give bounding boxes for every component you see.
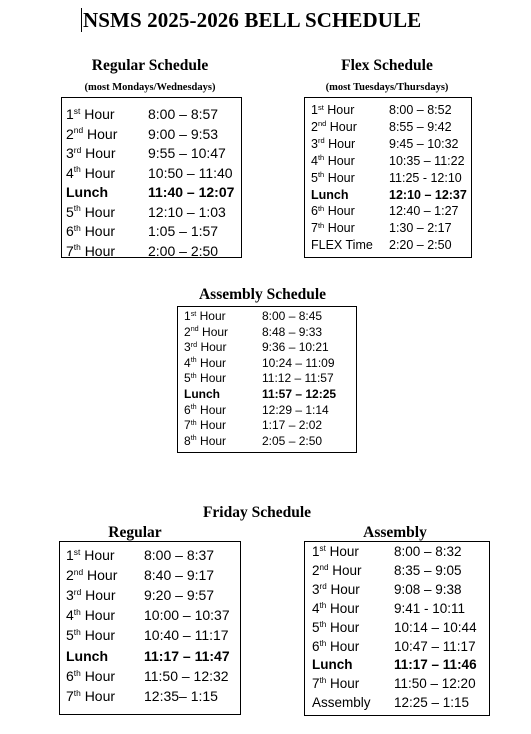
period-number: 3 xyxy=(184,340,191,355)
period-time: 10:14 – 10:44 xyxy=(394,619,477,635)
ordinal-suffix: th xyxy=(73,627,81,638)
period-label: Lunch xyxy=(66,647,108,664)
period-word: Hour xyxy=(84,223,116,239)
period-word: Hour xyxy=(202,324,229,339)
period-label xyxy=(311,171,355,185)
period-label xyxy=(66,688,115,704)
ordinal-suffix: th xyxy=(317,170,325,180)
ordinal-suffix: th xyxy=(73,607,81,618)
period-label xyxy=(312,582,360,597)
period-number: 2 xyxy=(66,125,74,142)
period-word: Hour xyxy=(327,221,355,236)
period-time: 11:25 - 12:10 xyxy=(389,170,462,185)
period-number: 7 xyxy=(312,676,320,692)
period-label xyxy=(66,627,115,643)
ordinal-suffix: th xyxy=(190,402,197,412)
period-word: Hour xyxy=(330,638,360,654)
period-label xyxy=(312,563,362,578)
period-time: 12:10 – 1:03 xyxy=(148,203,226,220)
period-number: 4 xyxy=(184,355,191,370)
period-label xyxy=(312,639,359,654)
period-time: 12:35– 1:15 xyxy=(144,687,218,704)
ordinal-suffix: th xyxy=(317,153,325,163)
period-label xyxy=(66,567,117,583)
period-number: 8 xyxy=(184,433,191,448)
period-time: 8:00 – 8:32 xyxy=(394,544,462,559)
period-time: 8:35 – 9:05 xyxy=(394,562,462,578)
period-number: 5 xyxy=(312,619,320,635)
period-label: Lunch xyxy=(312,657,353,673)
period-time: 9:45 – 10:32 xyxy=(389,136,459,151)
ordinal-suffix: th xyxy=(73,164,81,175)
period-number: 7 xyxy=(311,221,318,236)
flex-schedule-heading: Flex Schedule xyxy=(341,57,433,74)
friday-regular-heading: Regular xyxy=(108,524,162,541)
period-number: 1 xyxy=(66,547,74,563)
period-number: 6 xyxy=(66,667,74,684)
ordinal-suffix: st xyxy=(317,102,324,112)
period-word: Hour xyxy=(84,164,116,181)
period-time: 12:29 – 1:14 xyxy=(262,402,329,417)
period-word: Hour xyxy=(330,581,360,597)
period-time: 9:36 – 10:21 xyxy=(262,340,329,355)
ordinal-suffix: th xyxy=(73,687,81,698)
friday-regular-table xyxy=(59,541,241,715)
period-label xyxy=(66,145,116,161)
period-label: Lunch xyxy=(311,187,349,202)
period-label xyxy=(66,223,115,239)
ordinal-suffix: th xyxy=(319,600,327,610)
period-label xyxy=(312,676,359,691)
period-label xyxy=(311,221,355,235)
period-label xyxy=(66,165,115,181)
period-word: Hour xyxy=(85,145,116,161)
period-time: 8:00 – 8:37 xyxy=(144,547,215,563)
period-time: 9:00 – 9:53 xyxy=(148,125,219,142)
period-time: 11:17 – 11:47 xyxy=(144,647,230,664)
period-time: 12:10 – 12:37 xyxy=(389,187,467,202)
period-number: 5 xyxy=(66,203,74,220)
period-number: 7 xyxy=(66,242,74,259)
period-word: Hour xyxy=(199,309,226,323)
period-label xyxy=(184,356,226,370)
period-label xyxy=(66,106,115,122)
period-time: 11:50 – 12:20 xyxy=(394,676,476,692)
ordinal-suffix: st xyxy=(73,546,81,557)
period-number: 1 xyxy=(312,544,320,559)
ordinal-suffix: th xyxy=(319,676,327,686)
period-label xyxy=(66,126,117,142)
period-word: Hour xyxy=(84,203,116,220)
period-word: Hour xyxy=(84,667,116,684)
ordinal-suffix: st xyxy=(319,544,326,554)
ordinal-suffix: th xyxy=(73,667,81,678)
ordinal-suffix: st xyxy=(73,105,81,116)
assembly-schedule-table xyxy=(177,306,357,453)
period-time: 1:17 – 2:02 xyxy=(262,418,323,433)
flex-schedule-table xyxy=(304,97,472,258)
period-number: 2 xyxy=(311,119,318,134)
ordinal-suffix: nd xyxy=(190,324,199,334)
period-time: 2:00 – 2:50 xyxy=(148,242,219,259)
period-label xyxy=(184,434,226,448)
period-number: 1 xyxy=(66,106,74,122)
friday-schedule-heading: Friday Schedule xyxy=(202,504,312,521)
period-time: 11:57 – 12:25 xyxy=(262,387,337,401)
period-time: 2:05 – 2:50 xyxy=(262,433,323,448)
period-word: Hour xyxy=(200,402,227,417)
period-time: 12:25 – 1:15 xyxy=(394,695,470,711)
period-number: 6 xyxy=(66,223,74,239)
ordinal-suffix: rd xyxy=(317,136,325,146)
ordinal-suffix: th xyxy=(190,355,197,365)
period-number: 2 xyxy=(184,324,191,339)
period-time: 8:00 – 8:52 xyxy=(389,103,452,117)
flex-schedule-subheading: (most Tuesdays/Thursdays) xyxy=(325,82,449,93)
period-word: Hour xyxy=(87,567,118,584)
period-word: Hour xyxy=(84,547,115,563)
ordinal-suffix: th xyxy=(190,371,197,381)
ordinal-suffix: nd xyxy=(73,125,84,136)
period-word: Hour xyxy=(332,562,362,578)
period-number: 4 xyxy=(312,600,320,616)
period-label: FLEX Time xyxy=(311,238,373,253)
period-number: 1 xyxy=(184,309,191,323)
ordinal-suffix: th xyxy=(190,433,197,443)
period-word: Hour xyxy=(85,587,116,604)
period-time: 1:30 – 2:17 xyxy=(389,221,452,236)
ordinal-suffix: th xyxy=(319,638,327,648)
period-number: 6 xyxy=(311,204,318,219)
regular-schedule-subheading: (most Mondays/Wednesdays) xyxy=(84,82,216,93)
period-word: Hour xyxy=(200,418,227,433)
period-time: 11:17 – 11:46 xyxy=(394,657,477,673)
period-time: 9:08 – 9:38 xyxy=(394,581,462,597)
period-number: 5 xyxy=(311,170,318,185)
ordinal-suffix: rd xyxy=(73,587,82,598)
period-word: Hour xyxy=(84,627,116,644)
period-number: 3 xyxy=(312,581,320,597)
period-word: Hour xyxy=(327,170,355,185)
period-number: 4 xyxy=(311,153,318,168)
period-word: Hour xyxy=(330,676,360,692)
period-label xyxy=(184,309,226,323)
period-label xyxy=(311,154,355,168)
period-label xyxy=(66,587,116,603)
period-time: 12:40 – 1:27 xyxy=(389,204,459,219)
period-label xyxy=(311,120,357,134)
ordinal-suffix: th xyxy=(73,203,81,214)
period-word: Hour xyxy=(327,204,355,219)
period-label xyxy=(312,620,359,635)
period-time: 10:24 – 11:09 xyxy=(262,355,335,370)
ordinal-suffix: nd xyxy=(319,563,329,573)
period-time: 10:40 – 11:17 xyxy=(144,627,229,644)
period-word: Hour xyxy=(327,103,355,117)
period-label xyxy=(184,340,226,354)
period-time: 8:55 – 9:42 xyxy=(389,119,452,134)
period-label xyxy=(184,371,226,385)
period-number: 5 xyxy=(184,371,191,386)
period-label xyxy=(311,103,354,117)
ordinal-suffix: rd xyxy=(319,581,327,591)
page-title: NSMS 2025-2026 BELL SCHEDULE xyxy=(83,8,422,32)
period-label xyxy=(184,403,226,417)
period-time: 10:50 – 11:40 xyxy=(148,164,233,181)
period-label xyxy=(184,418,226,432)
period-label xyxy=(66,607,115,623)
period-time: 11:40 – 12:07 xyxy=(148,184,235,200)
ordinal-suffix: rd xyxy=(73,144,82,155)
period-time: 11:50 – 12:32 xyxy=(144,667,229,684)
period-time: 10:00 – 10:37 xyxy=(144,607,230,624)
period-label: Lunch xyxy=(66,184,108,200)
period-word: Hour xyxy=(329,119,357,134)
period-number: 4 xyxy=(66,607,74,624)
ordinal-suffix: th xyxy=(319,619,327,629)
period-time: 9:41 - 10:11 xyxy=(394,600,466,616)
period-number: 7 xyxy=(184,418,191,433)
period-number: 5 xyxy=(66,627,74,644)
period-word: Hour xyxy=(200,433,227,448)
assembly-schedule-heading: Assembly Schedule xyxy=(198,286,327,303)
period-time: 2:20 – 2:50 xyxy=(389,238,452,253)
period-time: 8:40 – 9:17 xyxy=(144,567,215,584)
ordinal-suffix: rd xyxy=(190,339,198,349)
period-label: Assembly xyxy=(312,695,371,711)
period-number: 2 xyxy=(66,567,74,584)
period-word: Hour xyxy=(327,153,355,168)
text-cursor xyxy=(81,8,82,32)
period-time: 11:12 – 11:57 xyxy=(262,371,334,386)
ordinal-suffix: th xyxy=(317,203,325,213)
ordinal-suffix: th xyxy=(73,242,81,253)
ordinal-suffix: nd xyxy=(317,119,327,129)
period-word: Hour xyxy=(84,607,116,624)
ordinal-suffix: th xyxy=(73,222,81,233)
period-label: Lunch xyxy=(184,387,220,401)
period-word: Hour xyxy=(84,242,116,259)
ordinal-suffix: st xyxy=(190,308,197,318)
period-label xyxy=(312,601,359,616)
period-number: 6 xyxy=(184,402,191,417)
period-time: 8:48 – 9:33 xyxy=(262,324,323,339)
period-word: Hour xyxy=(87,125,118,142)
period-number: 1 xyxy=(311,103,318,117)
period-label xyxy=(66,668,115,684)
period-time: 10:47 – 11:17 xyxy=(394,638,476,654)
period-time: 1:05 – 1:57 xyxy=(148,223,219,239)
period-time: 8:00 – 8:45 xyxy=(262,309,323,323)
period-word: Hour xyxy=(329,544,359,559)
period-label xyxy=(311,137,355,151)
period-word: Hour xyxy=(328,136,356,151)
period-number: 3 xyxy=(66,145,74,161)
period-label xyxy=(184,325,228,339)
period-time: 9:55 – 10:47 xyxy=(148,145,226,161)
ordinal-suffix: nd xyxy=(73,567,84,578)
period-time: 8:00 – 8:57 xyxy=(148,106,219,122)
period-word: Hour xyxy=(330,600,360,616)
regular-schedule-table xyxy=(61,97,242,258)
period-label xyxy=(311,204,355,218)
friday-assembly-table xyxy=(304,541,490,716)
period-number: 4 xyxy=(66,164,74,181)
period-time: 9:20 – 9:57 xyxy=(144,587,215,604)
period-word: Hour xyxy=(330,619,360,635)
regular-schedule-heading: Regular Schedule xyxy=(91,57,209,74)
ordinal-suffix: th xyxy=(317,220,325,230)
period-number: 3 xyxy=(311,136,318,151)
period-word: Hour xyxy=(84,687,116,704)
friday-assembly-heading: Assembly xyxy=(363,524,427,541)
period-word: Hour xyxy=(200,355,227,370)
period-number: 7 xyxy=(66,687,74,704)
ordinal-suffix: th xyxy=(190,417,197,427)
period-label xyxy=(66,243,115,259)
period-word: Hour xyxy=(200,340,227,355)
period-number: 2 xyxy=(312,562,320,578)
period-word: Hour xyxy=(200,371,227,386)
period-time: 10:35 – 11:22 xyxy=(389,153,465,168)
period-label xyxy=(66,547,115,563)
period-number: 6 xyxy=(312,638,320,654)
period-number: 3 xyxy=(66,587,74,604)
period-label xyxy=(312,544,359,559)
period-word: Hour xyxy=(84,106,115,122)
period-label xyxy=(66,204,115,220)
